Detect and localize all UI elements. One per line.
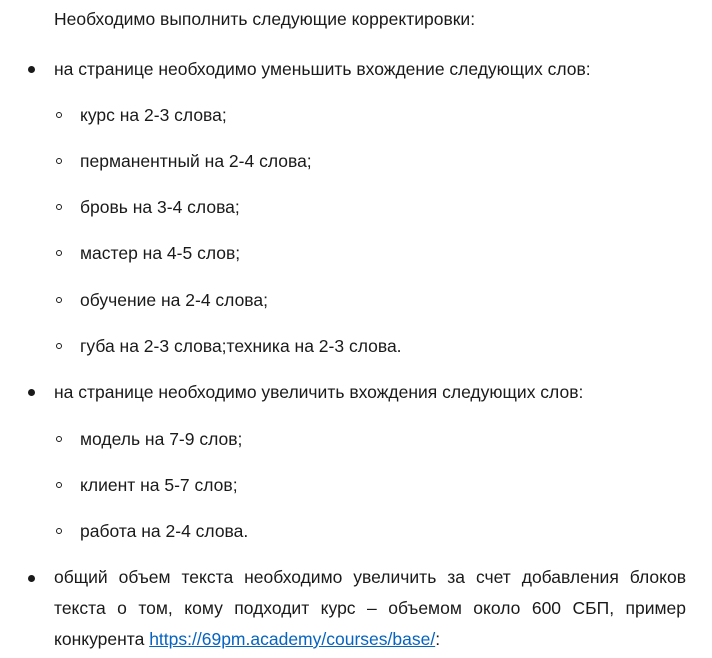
reduce-item: мастер на 4-5 слов;	[80, 243, 241, 263]
reduce-heading: на странице необходимо уменьшить вхождение следующих слов:	[54, 59, 591, 79]
circle-bullet-marker	[56, 436, 62, 442]
circle-bullet-marker	[56, 343, 62, 349]
bullet-marker	[28, 575, 35, 582]
circle-bullet-marker	[56, 250, 62, 256]
increase-heading: на странице необходимо увеличить вхождения следующих слов:	[54, 382, 584, 402]
circle-bullet-marker	[56, 482, 62, 488]
volume-suffix: :	[435, 629, 441, 649]
increase-item: клиент на 5-7 слов;	[80, 475, 238, 495]
circle-bullet-marker	[56, 204, 62, 210]
volume-paragraph	[54, 562, 686, 655]
volume-text: общий объем текста необходимо увеличить за счет добавления блоков текста о том, кому подходит курс – объемом около 600 СБП, пример конкурента	[54, 567, 686, 649]
reduce-item: обучение на 2-4 слова;	[80, 290, 269, 310]
reduce-item: курс на 2-3 слова;	[80, 105, 227, 125]
bullet-marker	[28, 66, 35, 73]
reduce-item: губа на 2-3 слова;техника на 2-3 слова.	[80, 336, 402, 356]
circle-bullet-marker	[56, 112, 62, 118]
circle-bullet-marker	[56, 158, 62, 164]
bullet-marker	[28, 389, 35, 396]
circle-bullet-marker	[56, 528, 62, 534]
reduce-item: бровь на 3-4 слова;	[80, 197, 240, 217]
intro-text: Необходимо выполнить следующие корректировки:	[54, 9, 476, 29]
competitor-link[interactable]: https://69pm.academy/courses/base/	[149, 629, 436, 649]
reduce-item: перманентный на 2-4 слова;	[80, 151, 312, 171]
increase-item: работа на 2-4 слова.	[80, 521, 249, 541]
increase-item: модель на 7-9 слов;	[80, 429, 243, 449]
circle-bullet-marker	[56, 297, 62, 303]
